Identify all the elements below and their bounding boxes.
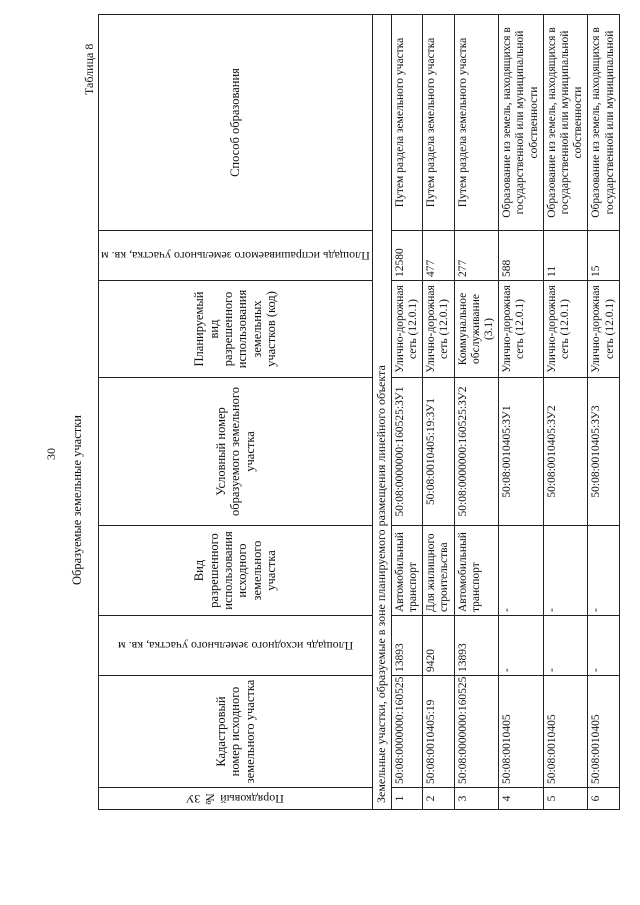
cell-conditional-number: 50:08:0000000:160525:ЗУ1 (391, 378, 422, 526)
cell-planned-use: Улично-дорожная сеть (12.0.1) (391, 281, 422, 378)
cell-cadastral-number: 50:08:0000000:160525 (391, 676, 422, 788)
cell-formation-method: Путем раздела земельного участка (423, 15, 454, 231)
cell-requested-area: 15 (588, 231, 619, 281)
cell-requested-area: 588 (499, 231, 544, 281)
cell-source-use: - (499, 526, 544, 616)
cell-cadastral-number: 50:08:0010405 (543, 676, 588, 788)
cell-cadastral-number: 50:08:0010405 (588, 676, 619, 788)
cell-plot-number: 1 (391, 788, 422, 810)
cell-planned-use: Улично-дорожная сеть (12.0.1) (423, 281, 454, 378)
cell-plot-number: 5 (543, 788, 588, 810)
header-source-use: Вид разрешенного использования исходного земельного участка (99, 526, 373, 616)
cell-requested-area: 277 (454, 231, 499, 281)
land-plots-table (98, 14, 620, 810)
header-row (99, 15, 373, 810)
page-number: 30 (44, 448, 58, 460)
cell-conditional-number: 50:08:0010405:19:ЗУ1 (423, 378, 454, 526)
header-conditional-number: Условный номер образуемого земельного участка (99, 378, 373, 526)
cell-requested-area: 11 (543, 231, 588, 281)
cell-source-use: Автомобильный транспорт (391, 526, 422, 616)
header-plot-number: Порядковый № ЗУ (99, 788, 373, 810)
cell-formation-method: Путем раздела земельного участка (391, 15, 422, 231)
table-row (499, 15, 544, 810)
header-requested-area: Площадь испрашиваемого земельного участка, кв. м (99, 231, 373, 281)
cell-planned-use: Улично-дорожная сеть (12.0.1) (543, 281, 588, 378)
table-row (543, 15, 588, 810)
cell-source-use: Автомобильный транспорт (454, 526, 499, 616)
cell-source-area: 13893 (454, 616, 499, 676)
cell-formation-method: Образование из земель, находящихся в государственной или муниципальной (588, 15, 619, 231)
cell-formation-method: Путем раздела земельного участка (454, 15, 499, 231)
table-row (423, 15, 454, 810)
cell-plot-number: 6 (588, 788, 619, 810)
cell-requested-area: 12580 (391, 231, 422, 281)
cell-source-use: - (588, 526, 619, 616)
table-row (454, 15, 499, 810)
cell-source-area: - (499, 616, 544, 676)
cell-source-area: - (543, 616, 588, 676)
cell-source-area: - (588, 616, 619, 676)
cell-cadastral-number: 50:08:0000000:160525 (454, 676, 499, 788)
document-title: Образуемые земельные участки (70, 415, 84, 585)
cell-requested-area: 477 (423, 231, 454, 281)
cell-source-area: 9420 (423, 616, 454, 676)
section-row (372, 15, 391, 810)
cell-planned-use: Улично-дорожная сеть (12.0.1) (588, 281, 619, 378)
header-formation-method: Способ образования (99, 15, 373, 231)
table-row (391, 15, 422, 810)
cell-planned-use: Коммунальное обслуживание (3.1) (454, 281, 499, 378)
table-row (588, 15, 619, 810)
cell-conditional-number: 50:08:0000000:160525:ЗУ2 (454, 378, 499, 526)
cell-conditional-number: 50:08:0010405:ЗУ2 (543, 378, 588, 526)
cell-planned-use: Улично-дорожная сеть (12.0.1) (499, 281, 544, 378)
table-label: Таблица 8 (82, 43, 96, 95)
cell-plot-number: 3 (454, 788, 499, 810)
cell-conditional-number: 50:08:0010405:ЗУ3 (588, 378, 619, 526)
header-source-area: Площадь исходного земельного участка, кв. м (99, 616, 373, 676)
cell-formation-method: Образование из земель, находящихся в государственной или муниципальной собственности (543, 15, 588, 231)
cell-plot-number: 4 (499, 788, 544, 810)
cell-cadastral-number: 50:08:0010405 (499, 676, 544, 788)
cell-source-area: 13893 (391, 616, 422, 676)
cell-cadastral-number: 50:08:0010405:19 (423, 676, 454, 788)
cell-source-use: Для жилищного строительства (423, 526, 454, 616)
header-planned-use: Планируемый вид разрешенного использования земельных участков (код) (99, 281, 373, 378)
cell-source-use: - (543, 526, 588, 616)
header-cadastral-number: Кадастровый номер исходного земельного участка (99, 676, 373, 788)
cell-formation-method: Образование из земель, находящихся в государственной или муниципальной собственности (499, 15, 544, 231)
cell-plot-number: 2 (423, 788, 454, 810)
section-title: Земельные участки, образуемые в зоне планируемого размещения линейного объекта (372, 15, 391, 810)
cell-conditional-number: 50:08:0010405:ЗУ1 (499, 378, 544, 526)
